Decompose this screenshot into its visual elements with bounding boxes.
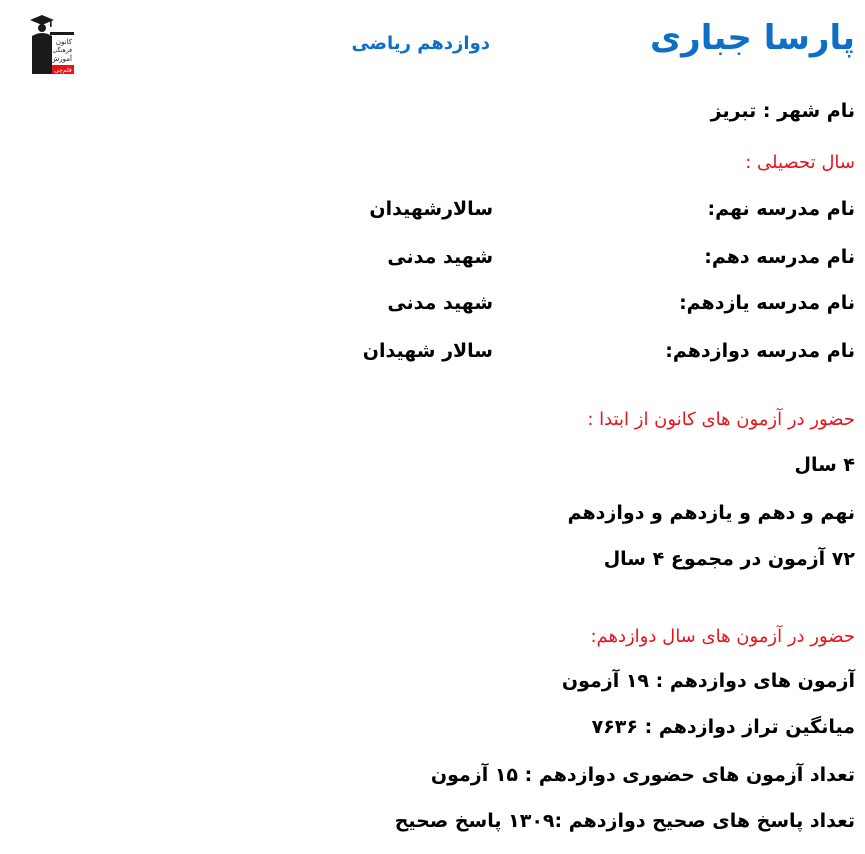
kanoon-logo — [26, 14, 78, 80]
presence-all-line: نهم و دهم و یازدهم و دوازدهم — [567, 502, 855, 524]
school-9-value: سالارشهیدان — [369, 198, 493, 220]
logo-line-4: قلم‌چی — [54, 67, 72, 74]
presence-12-line: میانگین تراز دوازدهم : ۷۶۳۶ — [591, 716, 855, 738]
city: نام شهر : تبریز — [710, 100, 855, 122]
presence-all-line: ۷۲ آزمون در مجموع ۴ سال — [603, 548, 855, 570]
school-10-label: نام مدرسه دهم: — [704, 246, 855, 268]
presence-12-line: آزمون های دوازدهم : ۱۹ آزمون — [561, 670, 855, 692]
logo-line-3: آموزش — [50, 55, 72, 63]
school-12-label: نام مدرسه دوازدهم: — [665, 340, 855, 362]
logo-line-1: کانون — [55, 38, 72, 46]
school-9-label: نام مدرسه نهم: — [707, 198, 855, 220]
school-11-label: نام مدرسه یازدهم: — [679, 292, 855, 314]
academic-year-label: سال تحصیلی : — [745, 152, 855, 173]
logo-line-2: فرهنگی — [52, 47, 72, 54]
school-10-value: شهید مدنی — [387, 246, 493, 268]
presence-all-heading: حضور در آزمون های کانون از ابتدا : — [587, 409, 855, 430]
student-grade: دوازدهم ریاضی — [351, 33, 490, 54]
presence-12-line: تعداد آزمون های حضوری دوازدهم : ۱۵ آزمون — [430, 764, 855, 786]
school-11-value: شهید مدنی — [387, 292, 493, 314]
school-12-value: سالار شهیدان — [362, 340, 493, 362]
student-name: پارسا جباری — [649, 18, 855, 58]
presence-all-line: ۴ سال — [794, 454, 855, 476]
presence-12-heading: حضور در آزمون های سال دوازدهم: — [590, 626, 855, 647]
presence-12-line: تعداد پاسخ های صحیح دوازدهم :۱۳۰۹ پاسخ صحیح — [394, 810, 855, 832]
